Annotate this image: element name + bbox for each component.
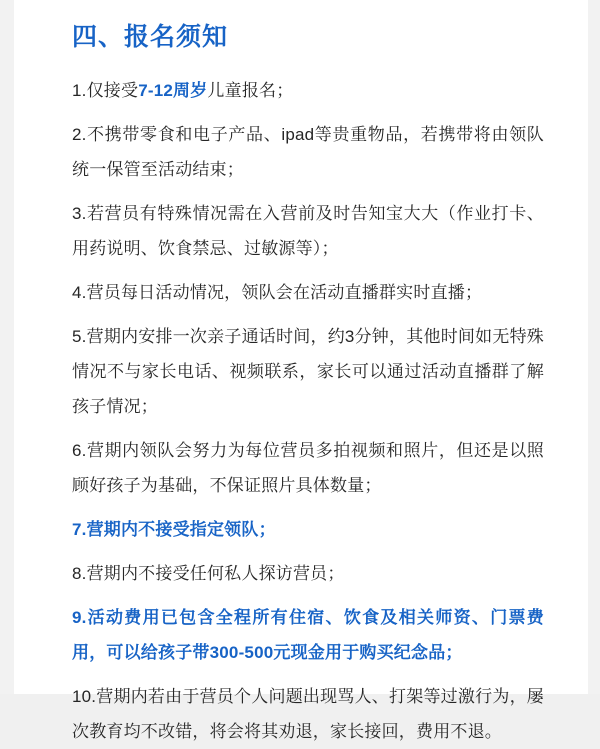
- notice-list: [72, 73, 544, 749]
- list-item: 2.不携带零食和电子产品、ipad等贵重物品，若携带将由领队统一保管至活动结束；: [72, 125, 544, 180]
- item-text: 儿童报名；: [207, 81, 294, 101]
- list-item: 10.营期内若由于营员个人问题出现骂人、打架等过激行为，屡次教育均不改错，将会将其劝退，家长接回，费用不退。: [72, 687, 544, 742]
- list-item: 6.营期内领队会努力为每位营员多拍视频和照片，但还是以照顾好孩子为基础，不保证照片具体数量；: [72, 441, 544, 496]
- list-item: 8.营期内不接受任何私人探访营员；: [72, 564, 345, 584]
- right-gutter: [588, 0, 600, 694]
- page-title: 四、报名须知: [72, 23, 229, 51]
- list-item: 5.营期内安排一次亲子通话时间，约3分钟，其他时间如无特殊情况不与家长电话、视频联系，家长可以通过活动直播群了解孩子情况；: [72, 327, 544, 417]
- highlighted-text: 7-12周岁: [138, 81, 208, 101]
- left-gutter: [0, 0, 14, 694]
- item-text: 1.仅接受: [72, 81, 139, 101]
- list-item: 9.活动费用已包含全程所有住宿、饮食及相关师资、门票费用，可以给孩子带300-500元现金用于购买纪念品；: [72, 608, 544, 663]
- list-item: 4.营员每日活动情况，领队会在活动直播群实时直播；: [72, 283, 483, 303]
- list-item: 7.营期内不接受指定领队；: [72, 520, 276, 540]
- list-item: [72, 73, 544, 108]
- list-item: 3.若营员有特殊情况需在入营前及时告知宝大大（作业打卡、用药说明、饮食禁忌、过敏源等）；: [72, 204, 544, 259]
